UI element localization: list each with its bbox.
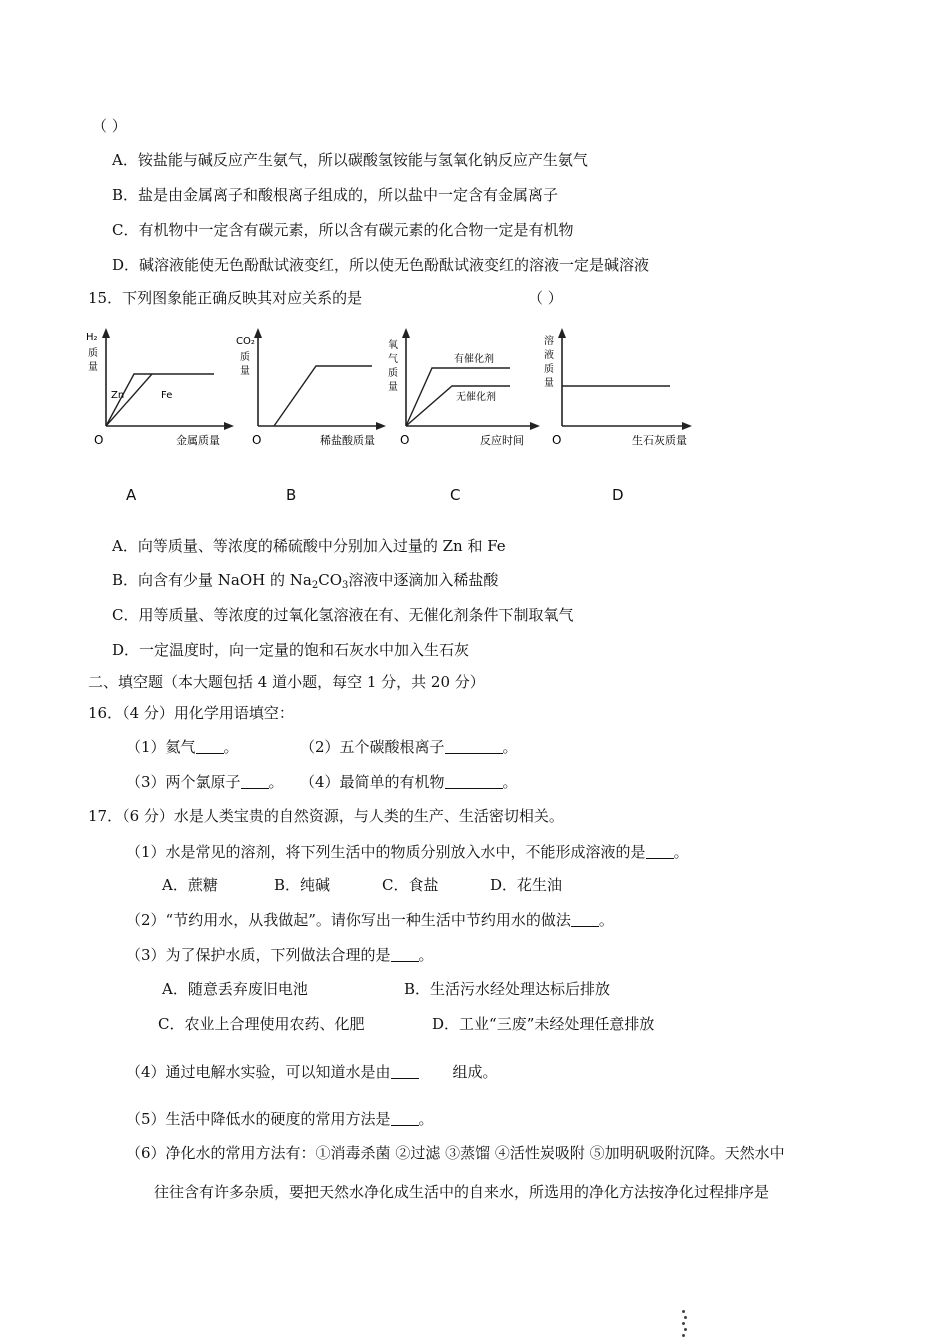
chart-b-xlabel: 稀盐酸质量 xyxy=(320,434,375,447)
blank xyxy=(391,1111,419,1126)
blank xyxy=(241,774,269,789)
chart-c-x-arrow xyxy=(530,422,540,430)
q16-part-3: （3）两个氯原子 。 xyxy=(126,773,284,791)
chart-a-zn-label: Zn xyxy=(111,390,125,401)
q17-part-6-line-2: 往往含有许多杂质，要把天然水净化成生活中的自来水，所选用的净化方法按净化过程排序是 xyxy=(154,1183,770,1201)
chart-c-y-arrow xyxy=(402,328,410,338)
q15-stem: 15．下列图象能正确反映其对应关系的是 xyxy=(88,289,363,307)
q17-p3-option-d: D．工业“三废”未经处理任意排放 xyxy=(432,1015,655,1033)
blank xyxy=(445,774,503,789)
chart-d-ylabel-0: 溶 xyxy=(544,336,554,347)
q15-option-c: C．用等质量、等浓度的过氧化氢溶液在有、无催化剂条件下制取氧气 xyxy=(112,606,574,624)
chart-a-x-arrow xyxy=(224,422,234,430)
q17-p1-option-b: B．纯碱 xyxy=(274,876,331,894)
chart-b-ylabel-2: 量 xyxy=(240,366,250,377)
chart-d-xlabel: 生石灰质量 xyxy=(632,434,687,447)
q16-part-4: （4）最简单的有机物 。 xyxy=(300,773,518,791)
chart-c-ylabel-2: 质 xyxy=(388,368,398,379)
chart-d-ylabel-3: 量 xyxy=(544,378,554,389)
chart-a-fe-label: Fe xyxy=(161,390,173,401)
blank xyxy=(445,739,503,754)
q17-part-4: （4）通过电解水实验，可以知道水是由 组成。 xyxy=(126,1063,498,1081)
q17-part-6-line-1: （6）净化水的常用方法有：①消毒杀菌 ②过滤 ③蒸馏 ④活性炭吸附 ⑤加明矾吸附沉降。天然水中 xyxy=(126,1144,785,1162)
chart-a-xlabel: 金属质量 xyxy=(176,434,220,447)
chart-c-ylabel-0: 氧 xyxy=(388,340,398,351)
q17-part-2: （2）“节约用水，从我做起”。请你写出一种生活中节约用水的做法 。 xyxy=(126,911,614,929)
q14-paren: （ ） xyxy=(92,117,127,135)
chart-a-ylabel-0: H₂ xyxy=(86,332,98,343)
chart-d-x-arrow xyxy=(682,422,692,430)
q17-part-5: （5）生活中降低水的硬度的常用方法是 。 xyxy=(126,1110,434,1128)
chart-b-y-arrow xyxy=(254,328,262,338)
q15-paren: （ ） xyxy=(528,289,563,307)
chart-d-ylabel-2: 质 xyxy=(544,364,554,375)
chart-a-origin: O xyxy=(94,433,104,447)
chart-b-letter: B xyxy=(286,486,297,504)
q17-p3-option-b: B．生活污水经处理达标后排放 xyxy=(404,980,611,998)
q14-option-b: B．盐是由金属离子和酸根离子组成的，所以盐中一定含有金属离子 xyxy=(112,186,559,204)
chart-b-ylabel-1: 质 xyxy=(240,352,250,363)
blank xyxy=(391,1064,419,1079)
chart-b-origin: O xyxy=(252,433,262,447)
q15-option-b: B．向含有少量 NaOH 的 $Na_2CO_3$溶液中逐滴加入稀盐酸 xyxy=(112,571,499,591)
q15-option-d: D．一定温度时，向一定量的饱和石灰水中加入生石灰 xyxy=(112,641,470,659)
chart-c-catalyst-label: 有催化剂 xyxy=(454,354,494,365)
chart-c-no-catalyst-label: 无催化剂 xyxy=(456,392,496,403)
chart-c-xlabel: 反应时间 xyxy=(480,434,524,447)
q16-stem: 16．（4 分）用化学用语填空： xyxy=(88,704,294,722)
chart-b-ylabel-0: CO₂ xyxy=(236,336,255,347)
chart-d-ylabel-1: 液 xyxy=(544,350,554,361)
chart-d-origin: O xyxy=(552,433,562,447)
section-2-title: 二、填空题（本大题包括 4 道小题，每空 1 分，共 20 分） xyxy=(88,673,485,691)
blank xyxy=(646,844,674,859)
q17-part-1: （1）水是常见的溶剂，将下列生活中的物质分别放入水中，不能形成溶液的是 。 xyxy=(126,843,689,861)
q14-option-d: D．碱溶液能使无色酚酞试液变红，所以使无色酚酞试液变红的溶液一定是碱溶液 xyxy=(112,256,650,274)
chart-a-ylabel-2: 量 xyxy=(88,362,98,373)
chart-a xyxy=(84,326,234,451)
q17-p1-option-d: D．花生油 xyxy=(490,876,563,894)
chart-a-letter: A xyxy=(126,486,137,504)
q14-option-a: A．铵盐能与碱反应产生氨气，所以碳酸氢铵能与氢氧化钠反应产生氨气 xyxy=(112,151,588,169)
chart-b xyxy=(236,326,386,451)
chart-a-ylabel-1: 质 xyxy=(88,348,98,359)
chart-d xyxy=(540,326,696,451)
blank xyxy=(196,739,224,754)
chart-c-ylabel-1: 气 xyxy=(388,354,398,365)
chart-c-origin: O xyxy=(400,433,410,447)
q17-p1-option-c: C．食盐 xyxy=(382,876,439,894)
chart-d-letter: D xyxy=(612,486,624,504)
decorative-dots xyxy=(682,1310,687,1340)
chart-c-ylabel-3: 量 xyxy=(388,382,398,393)
q17-part-3: （3）为了保护水质，下列做法合理的是 。 xyxy=(126,946,434,964)
q14-option-c: C．有机物中一定含有碳元素，所以含有碳元素的化合物一定是有机物 xyxy=(112,221,574,239)
chart-c xyxy=(384,326,544,451)
chart-a-y-arrow xyxy=(102,328,110,338)
q17-p3-option-c: C．农业上合理使用农药、化肥 xyxy=(158,1015,365,1033)
q15-option-a: A．向等质量、等浓度的稀硫酸中分别加入过量的 Zn 和 Fe xyxy=(112,537,506,555)
q17-p1-option-a: A．蔗糖 xyxy=(162,876,218,894)
q16-part-1: （1）氦气 。 xyxy=(126,738,239,756)
chart-c-letter: C xyxy=(450,486,461,504)
chart-b-line xyxy=(274,366,372,426)
blank xyxy=(391,947,419,962)
chart-d-y-arrow xyxy=(558,328,566,338)
blank xyxy=(571,912,599,927)
q16-part-2: （2）五个碳酸根离子 。 xyxy=(300,738,518,756)
q17-p3-option-a: A．随意丢弃废旧电池 xyxy=(162,980,308,998)
q17-stem: 17．（6 分）水是人类宝贵的自然资源，与人类的生产、生活密切相关。 xyxy=(88,807,564,825)
